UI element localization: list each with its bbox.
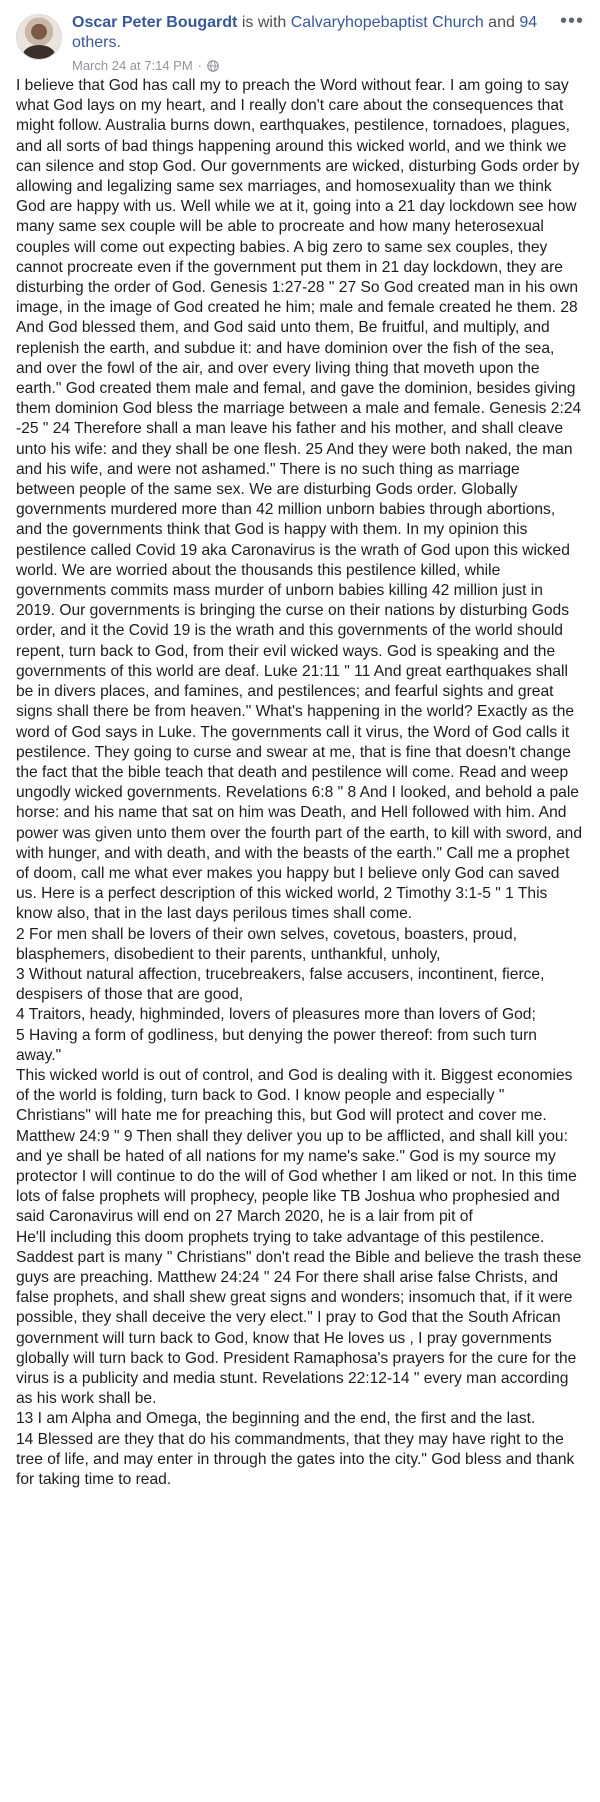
tagged-others-link[interactable]: 94 others. <box>72 14 538 51</box>
author-avatar[interactable] <box>16 14 62 60</box>
tagged-page-link[interactable]: Calvaryhopebaptist Church <box>290 14 484 31</box>
author-line <box>72 13 586 53</box>
post-timestamp-link[interactable]: March 24 at 7:14 PM <box>72 58 193 73</box>
more-icon[interactable]: ••• <box>559 10 584 32</box>
globe-icon[interactable] <box>207 60 219 72</box>
post-meta <box>72 58 586 73</box>
with-text: is with <box>237 14 291 31</box>
meta-separator: · <box>197 58 203 73</box>
author-name-link[interactable]: Oscar Peter Bougardt <box>72 14 238 31</box>
post-header-text <box>72 12 586 73</box>
post-body-text: I believe that God has call my to preach the Word without fear. I am going to say what God lays on my heart, and I really don't care about the consequences that might follow. Australia burns down, earthquakes, pestilence, tornadoes, plagues, and all sorts of bad things happening around this wicked world, and we think we can silence and stop God. Our governments are wicked, disturbing Gods order by allowing and legalizing same sex marriages, and homosexuality than we think God are happy with us. Well while we at it, going into a 21 day lockdown see how many same sex couple will be able to procreate and how many heterosexual couples will come out expecting babies. A big zero to same sex couples, they cannot procreate even if the government put them in 21 day lockdown, they are disturbing the order of God. Genesis 1:27-28 " 27 So God created man in his own image, in the image of God created he him; male and female created he them. 28 And God blessed them, and God said unto them, Be fruitful, and multiply, and replenish the earth, and subdue it: and have dominion over the fish of the sea, and over the fowl of the air, and over every living thing that moveth upon the earth." God created them male and femal, and gave the dominion, besides giving them dominion God bless the marriage between a male and female. Genesis 2:24 -25 " 24 Therefore shall a man leave his father and his mother, and shall cleave unto his wife: and they shall be one flesh. 25 And they were both naked, the man and his wife, and were not ashamed." There is no such thing as marriage between people of the same sex. We are disturbing Gods order. Globally governments murdered more than 42 million unborn babies through abortions, and the governments think that God is happy with them. In my opinion this pestilence called Covid 19 aka Caronavirus is the wrath of God upon this wicked world. We are worried about the thousands this pestilence killed, while governments commits mass murder of unborn babies killing 42 million just in 2019. Our governments is bringing the curse on their nations by disturbing Gods order, and it the Covid 19 is the wrath and this governments of the world should repent, turn back to God, from their evil wicked ways. God is speaking and the governments of this world are deaf. Luke 21:11 " 11 And great earthquakes shall be in divers places, and famines, and pestilences; and fearful sights and great signs shall there be from heaven." What's happening in the world? Exactly as the word of God says in Luke. The governments call it virus, the Word of God calls it pestilence. They going to curse and swear at me, that is fine that doesn't change the fact that the bible teach that death and pestilence will come. Read and weep ungodly wicked governments. Revelations 6:8 " 8 And I looked, and behold a pale horse: and his name that sat on him was Death, and Hell followed with him. And power was given unto them over the fourth part of the earth, to kill with sword, and with hunger, and with death, and with the beasts of the earth." Call me a prophet of doom, call me what ever makes you happy but I believe only God can saved us. Here is a perfect description of this wicked world, 2 Timothy 3:1-5 " 1 This know also, that in the last days perilous times shall come. 2 For men shall be lovers of their own selves, covetous, boasters, proud, blasphemers, disobedient to their parents, unthankful, unholy, 3 Without natural affection, trucebreakers, false accusers, incontinent, fierce, despisers of those that are good, 4 Traitors, heady, highminded, lovers of pleasures more than lovers of God; 5 Having a form of godliness, but denying the power thereof: from such turn away." This wicked world is out of control, and God is dealing with it. Biggest economies of the world is folding, turn back to God. I know people and especially " Christians" will hate me for preaching this, but God will protect and cover me. Matthew 24:9 " 9 Then shall they deliver you up to be afflicted, and shall kill you: and ye shall be hated of all nations for my name's sake." God is my source my protector I will continue to do the will of God whether I am liked or not. In this time lots of false prophets will prophecy, people like TB Joshua who prophesied and said Caronavirus will end on 27 March 2020, he is a lair from pit of He'll including this doom prophets trying to take advantage of this pestilence. Saddest part is many " Christians" don't read the Bible and believe the trash these guys are preaching. Matthew 24:24 " 24 For there shall arise false Christs, and false prophets, and shall shew great signs and wonders; insomuch that, if it were possible, they shall deceive the very elect." I pray to God that the South African government will turn back to God, know that He loves us , I pray governments globally will turn back to God. President Ramaphosa's prayers for the cure for the virus is a publicity and media stunt. Revelations 22:12-14 " every man according as his work shall be. 13 I am Alpha and Omega, the beginning and the end, the first and the last. 14 Blessed are they that do his commandments, that they may have right to the tree of life, and may enter in through the gates into the city." God bless and thank for taking time to read. <box>16 77 583 1489</box>
post-header <box>16 12 586 76</box>
and-text: and <box>483 14 520 31</box>
